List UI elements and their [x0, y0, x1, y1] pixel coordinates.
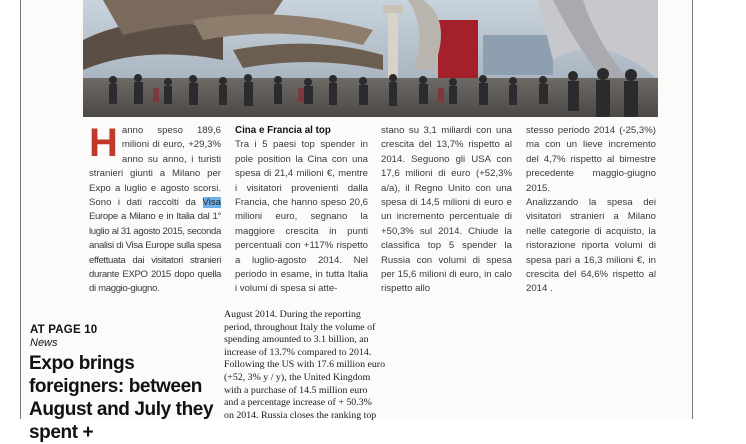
highlighted-word[interactable]: Visa: [202, 197, 221, 209]
translation-line: with a purchase of 14.5 million euro: [224, 384, 368, 396]
column-1-tail-text: Europe a Milano e in Italia dal 1° luglio al 31 agosto 2015, seconda analisi di Visa Europe sulla spesa effettuata dai visitatori stranieri durante EXPO 2015 dopo quella di maggio-giugno.: [89, 211, 221, 295]
translation-line: increase of 13.7% compared to 2014.: [224, 346, 372, 358]
column-2-text: Tra i 5 paesi top spender in pole position la Cina con una spesa di 21,4 milioni €, mentre i visitatori provenienti dalla Francia, che hanno speso 20,6 milioni euro, segnano la maggiore crescita in punti percentuali con +117% rispetto a luglio-agosto 2014. Nel periodo in esame, in tutta Italia i volumi di spesa si atte-: [235, 139, 368, 295]
at-page-label: AT PAGE 10: [30, 324, 98, 336]
article-column-1: [89, 121, 221, 297]
article-column-3: [381, 124, 512, 297]
article-column-4: [526, 124, 656, 297]
translation-line: Following the US with 17.6 million euro: [224, 359, 386, 371]
page-border-right: [692, 0, 693, 419]
news-headline: Expo brings foreigners: between August and July they spent +: [29, 353, 214, 443]
translation-line: spending amounted to 3.1 billion, an: [224, 334, 369, 346]
expo-crowd-photo: [83, 0, 658, 117]
column-4-text-1: stesso periodo 2014 (-25,3%) ma con un lieve incremento del 4,7% rispetto al bimestre precedente maggio-giugno 2015.: [526, 125, 656, 194]
column-3-text: stano su 3,1 miliardi con una crescita del 13,7% rispetto al 2014. Seguono gli USA con 17,6 milioni di euro (+52,3% a/a), il Regno Unito con una spesa di 14,5 milioni di euro e un incremento percentuale di +50,3% sul 2014. Chiude la classifica top 5 spender la Russia con volumi di spesa per 15,6 milioni di euro, in calo rispetto allo: [381, 125, 512, 295]
drop-cap: H: [89, 121, 118, 165]
translation-line: on 2014. Russia closes the ranking top: [224, 409, 377, 421]
subheading-china-france: Cina e Francia al top: [235, 125, 331, 136]
page-border-left: [20, 0, 21, 419]
translation-line: and a percentage increase of + 50.3%: [224, 397, 372, 409]
translation-line: (+52, 3% y / y), the United Kingdom: [224, 371, 371, 383]
translation-line: August 2014. During the reporting: [224, 309, 361, 320]
section-label: News: [30, 337, 58, 349]
column-1-lead-text: anno speso 189,6 milioni di euro, +29,3% anno su anno, i turisti stranieri giunti a Milano per Expo a luglio e agosto scorsi. Sono i dati raccolti da: [89, 125, 221, 209]
translation-line: period, throughout Italy the volume of: [224, 321, 376, 333]
crowd-photo-icon: [83, 0, 658, 117]
column-4-text-2: Analizzando la spesa dei visitatori stranieri a Milano nelle categorie di acquisto, la ristorazione riporta volumi di spesa pari a 16,3 milioni €, in crescita del 64,6% rispetto al 2014 .: [526, 197, 656, 295]
article-column-2: [235, 124, 368, 297]
translation-block: [224, 309, 400, 422]
